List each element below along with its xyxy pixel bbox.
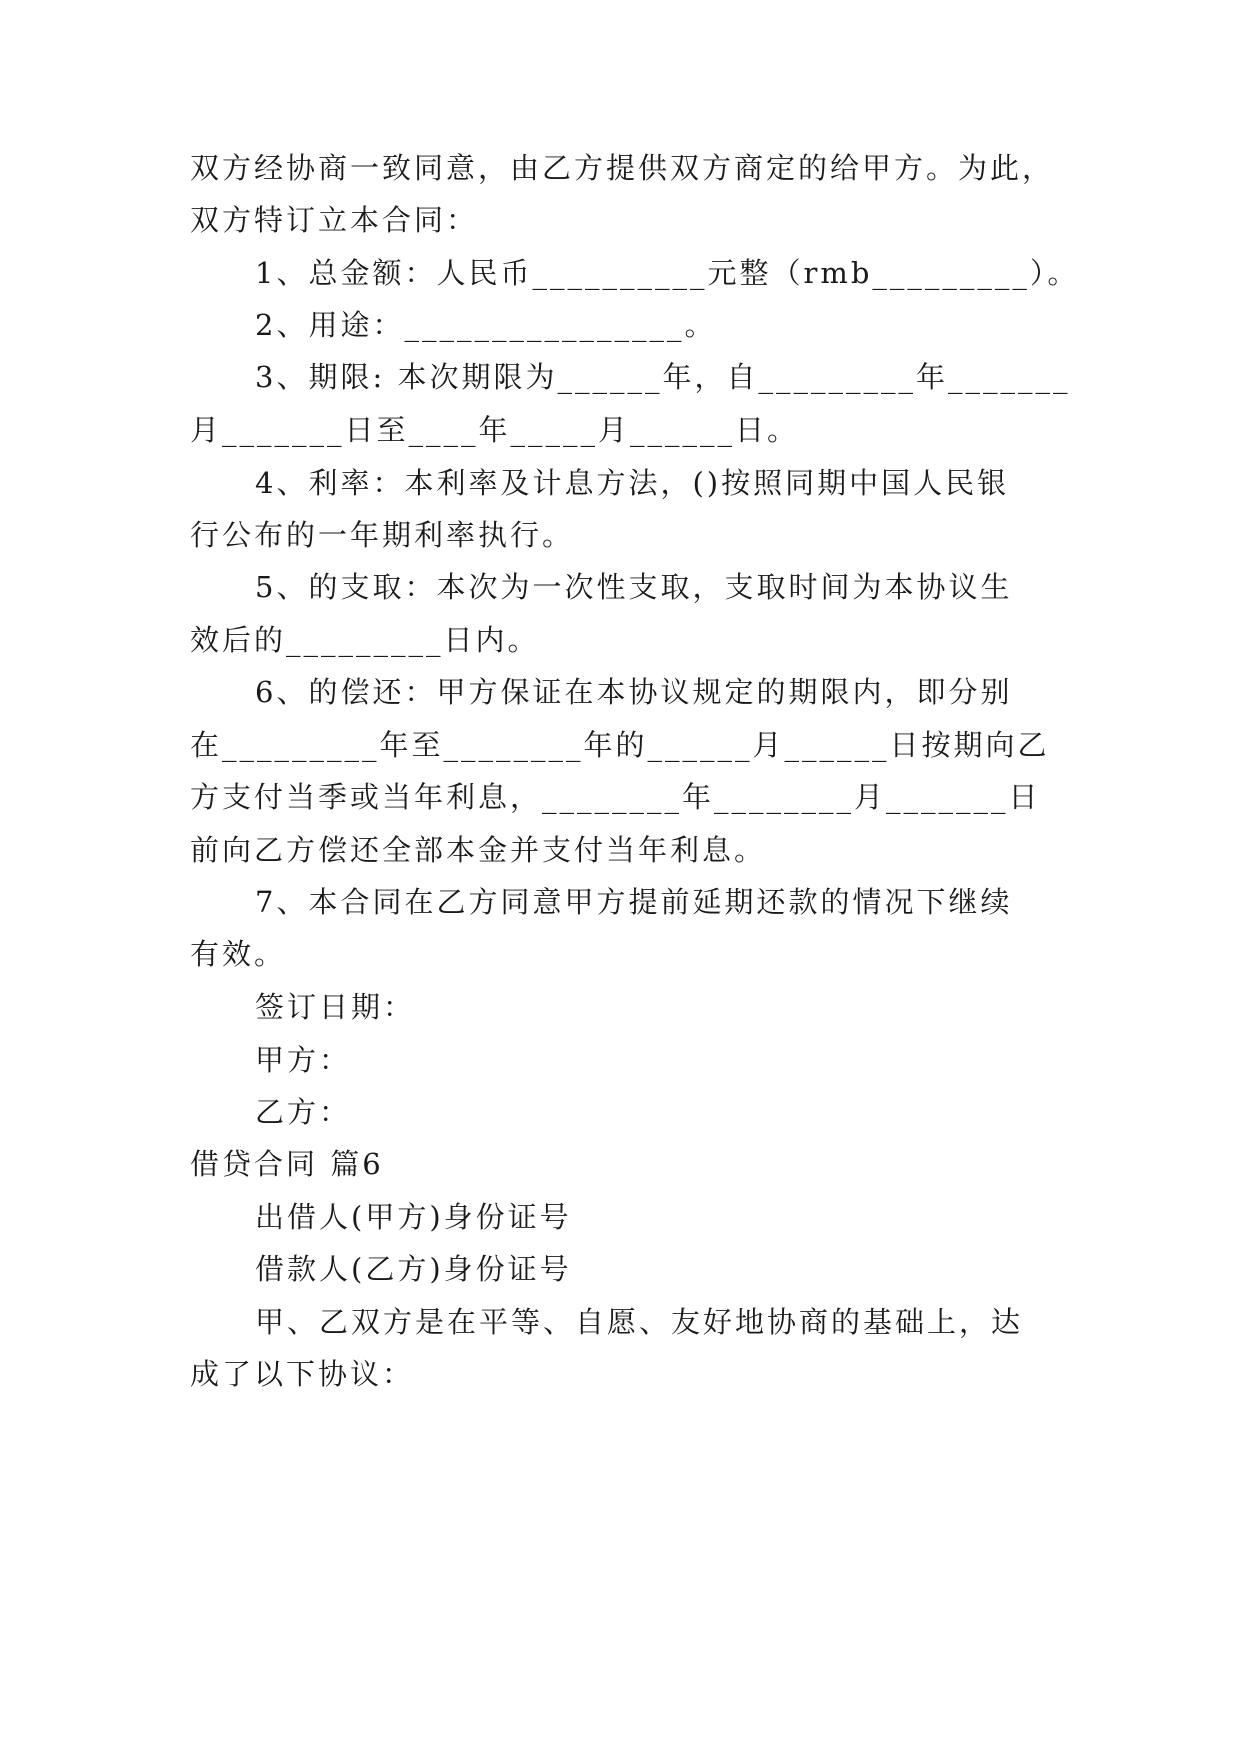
clause-1-total-amount: 1、总金额：人民币__________元整（rmb_________）。 [255,256,1080,290]
borrower-id-line: 借款人(乙方)身份证号 [255,1252,572,1286]
clause-6-repayment: 6、的偿还：甲方保证在本协议规定的期限内，即分别 [255,675,1013,709]
party-a-label: 甲方： [255,1043,352,1077]
clause-6-repayment-cont-2: 方支付当季或当年利息，________年________月_______日 [190,780,1041,814]
clause-5-withdrawal-cont: 效后的_________日内。 [190,623,540,657]
clause-6-repayment-cont-1: 在_________年至________年的______月______日按期向乙 [190,728,1050,762]
signing-date-label: 签订日期： [255,990,416,1024]
clause-3-term: 3、期限: 本次期限为______年，自_________年_______ [255,360,1071,394]
lender-id-line: 出借人(甲方)身份证号 [255,1200,572,1234]
clause-4-interest-rate: 4、利率：本利率及计息方法，()按照同期中国人民银 [255,466,1010,500]
agreement-intro-line-1: 甲、乙双方是在平等、自愿、友好地协商的基础上，达 [255,1305,1024,1339]
party-b-label: 乙方： [255,1095,352,1129]
clause-7-validity: 7、本合同在乙方同意甲方提前延期还款的情况下继续 [255,885,1013,919]
clause-3-term-cont: 月_______日至____年_____月______日。 [190,413,800,447]
clause-2-purpose: 2、用途：________________。 [255,308,717,342]
paragraph-line-intro-1: 双方经协商一致同意，由乙方提供双方商定的给甲方。为此， [190,151,1055,185]
section-heading: 借贷合同 篇6 [190,1147,384,1181]
clause-7-validity-cont: 有效。 [190,937,287,971]
agreement-intro-line-2: 成了以下协议： [190,1357,415,1391]
clause-5-withdrawal: 5、的支取：本次为一次性支取，支取时间为本协议生 [255,570,1013,604]
paragraph-line-intro-2: 双方特订立本合同： [190,203,479,237]
clause-6-repayment-cont-3: 前向乙方偿还全部本金并支付当年利息。 [190,833,767,867]
clause-4-interest-rate-cont: 行公布的一年期利率执行。 [190,518,575,552]
